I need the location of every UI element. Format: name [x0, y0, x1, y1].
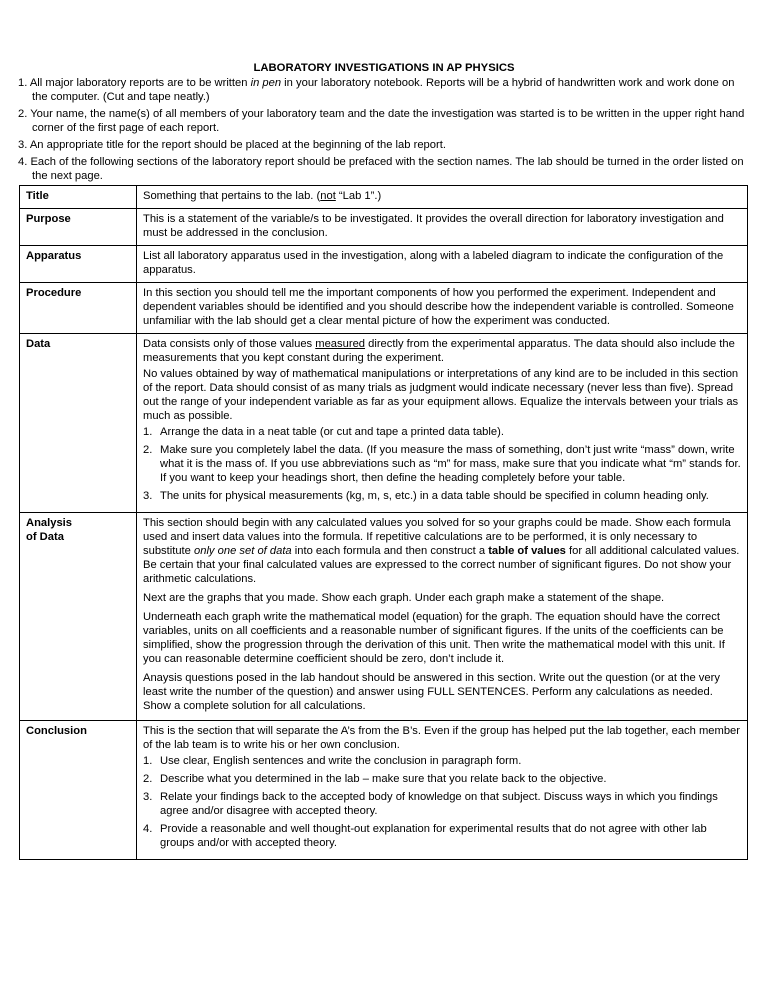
section-body: List all laboratory apparatus used in the investigation, along with a labeled diagram to indicate the configuration of the apparatus. [137, 246, 748, 283]
list-text: The units for physical measurements (kg, m, s, etc.) in a data table should be specified in column heading only. [160, 490, 709, 502]
list-item [143, 754, 741, 768]
section-row-procedure [20, 283, 748, 334]
section-row-conclusion [20, 721, 748, 860]
list-item [143, 425, 741, 439]
list-text: Describe what you determined in the lab – make sure that you relate back to the objective. [160, 773, 607, 785]
section-body [137, 513, 748, 721]
bold-text: table of values [488, 545, 566, 557]
list-text: Make sure you completely label the data. (If you measure the mass of something, don’t just write “mass” down, write what it is the mass of. If you use abbreviations such as “m” for mass, make sure that you indicate what “m” stands for. If you want to keep your headings short, then define the heading completely before your table. [160, 444, 741, 484]
data-list [143, 425, 741, 503]
list-text: Provide a reasonable and well thought-out explanation for experimental results that do not agree with other lab groups and/or with accepted theory. [160, 823, 707, 849]
list-number: 1. [143, 755, 153, 767]
list-text: Use clear, English sentences and write the conclusion in paragraph form. [160, 755, 522, 767]
analysis-paragraph [143, 516, 741, 586]
section-row-analysis [20, 513, 748, 721]
list-text: Relate your findings back to the accepted body of knowledge on that subject. Discuss ways in which you findings agree and/or disagree with accepted theory. [160, 791, 718, 817]
section-label: Purpose [20, 209, 137, 246]
data-paragraph [143, 337, 741, 365]
section-label: Data [20, 334, 137, 513]
analysis-paragraph: Underneath each graph write the mathematical model (equation) for the graph. The equation should have the correct variables, units on all coefficients and a reasonable number of significant figures. If the units of the coefficients can be simplified, show the progression through the derivation of this unit. Then write the mathematical model with this unit. If you can reasonable determine coefficient should be zero, don’t include it. [143, 611, 725, 665]
conclusion-paragraph: This is the section that will separate the A’s from the B’s. Even if the group has helped put the lab together, each member of the lab team is to write his or her own conclusion. [143, 725, 741, 751]
list-number: 4. [143, 823, 153, 835]
paragraph-text: This section should begin with any calculated values you solved for so your graphs could be made. Show each formula used and insert data values into the formula. If repetitive calculations are to be performed, it is only necessary to substitute [143, 517, 731, 557]
list-item [143, 822, 741, 850]
paragraph-text: into each formula and then construct a [291, 545, 489, 557]
page-title: LABORATORY INVESTIGATIONS IN AP PHYSICS [253, 62, 515, 74]
intro-number: 2. [18, 108, 28, 120]
list-text: Arrange the data in a neat table (or cut and tape a printed data table). [160, 426, 504, 438]
intro-item [18, 107, 750, 135]
section-label: Title [20, 186, 137, 209]
analysis-paragraph: Anaysis questions posed in the lab handout should be answered in this section. Write out the question (or at the very least write the number of the question) and answer using FULL SENTENCES. Perform any calculations as needed. Show a complete solution for all calculations. [143, 672, 720, 712]
label-line: of Data [26, 531, 64, 543]
intro-text: All major laboratory reports are to be written [29, 77, 251, 89]
underlined-word: not [320, 190, 336, 202]
section-label: Conclusion [20, 721, 137, 860]
list-item [143, 489, 741, 503]
analysis-paragraph: Next are the graphs that you made. Show each graph. Under each graph make a statement of the shape. [143, 592, 665, 604]
conclusion-list [143, 754, 741, 850]
list-number: 2. [143, 444, 153, 456]
underlined-word: measured [315, 338, 366, 350]
intro-text: An appropriate title for the report should be placed at the beginning of the lab report. [29, 139, 446, 151]
report-sections-table [19, 185, 748, 860]
intro-item [18, 76, 750, 104]
list-number: 3. [143, 490, 153, 502]
list-number: 2. [143, 773, 153, 785]
intro-item [18, 155, 750, 183]
section-row-title [20, 186, 748, 209]
section-label [20, 513, 137, 721]
title-text: Something that pertains to the lab. ( [143, 190, 321, 202]
intro-emphasis: in pen [250, 77, 282, 89]
intro-text: Your name, the name(s) of all members of your laboratory team and the date the investigation was started is to be written in the upper right hand corner of the first page of each report. [30, 108, 745, 134]
section-label: Procedure [20, 283, 137, 334]
data-paragraph: No values obtained by way of mathematical manipulations or interpretations of any kind are to be included in this section of the report. Data should consist of as many trials as judgment would indicate necessary (never less than five). Spread out the range of your independent variable as far as your equipment allows. Equalize the intervals between your trials as much as possible. [143, 368, 739, 422]
list-item [143, 772, 741, 786]
paragraph-text: Data consists only of those values [143, 338, 316, 350]
list-number: 1. [143, 426, 153, 438]
section-body: In this section you should tell me the important components of how you performed the experiment. Independent and dependent variables should be identified and you should describe how the independent variable is controlled. Someone unfamiliar with the lab should get a clear mental picture of how the experiment was conducted. [137, 283, 748, 334]
title-text: “Lab 1”.) [335, 190, 382, 202]
intro-list [18, 76, 750, 186]
paragraph-text: directly from the experimental apparatus. The data should also include the measurements that you kept constant during the experiment. [143, 338, 735, 364]
intro-number: 4. [18, 156, 28, 168]
label-line: Analysis [26, 517, 73, 529]
section-body [137, 186, 748, 209]
intro-item [18, 138, 750, 152]
list-item [143, 790, 741, 818]
list-number: 3. [143, 791, 153, 803]
section-body: This is a statement of the variable/s to be investigated. It provides the overall direction for laboratory investigation and must be addressed in the conclusion. [137, 209, 748, 246]
emphasis-text: only one set of data [194, 545, 292, 557]
intro-text: in your laboratory notebook. Reports will be a hybrid of handwritten work and work done on the computer. (Cut and tape neatly.) [32, 77, 735, 103]
section-body [137, 721, 748, 860]
intro-text: Each of the following sections of the laboratory report should be prefaced with the section names. The lab should be turned in the order listed on the next page. [30, 156, 744, 182]
intro-number: 1. [18, 77, 28, 89]
section-row-apparatus [20, 246, 748, 283]
section-label: Apparatus [20, 246, 137, 283]
section-row-purpose [20, 209, 748, 246]
intro-number: 3. [18, 139, 28, 151]
list-item [143, 443, 741, 485]
section-body [137, 334, 748, 513]
section-row-data [20, 334, 748, 513]
paragraph-text: for all additional calculated values. Be certain that your final calculated values are expressed to the correct number of significant figures. Do not show your arithmetic calculations. [143, 545, 740, 585]
